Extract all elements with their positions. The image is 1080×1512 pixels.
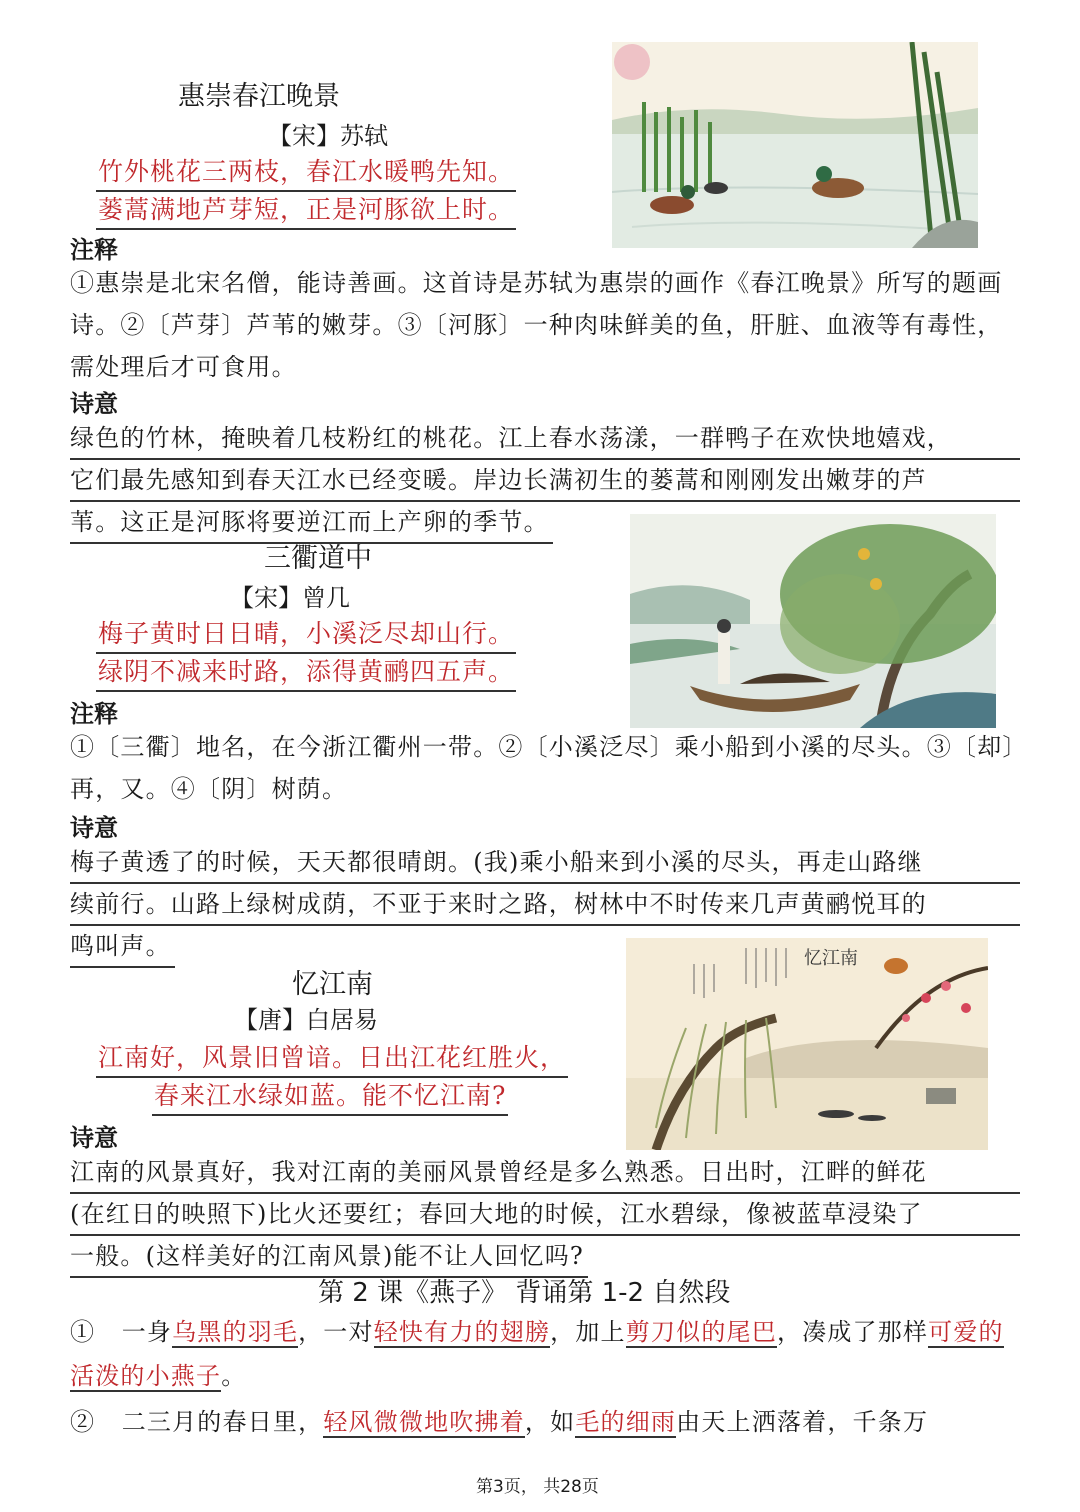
poem3-author: 【唐】白居易 bbox=[234, 1006, 378, 1034]
jiangnan-painting bbox=[626, 938, 988, 1150]
poem3-meaning-heading: 诗意 bbox=[70, 1124, 118, 1152]
river-ducks-painting bbox=[612, 42, 978, 248]
poem1-title: 惠崇春江晚景 bbox=[178, 81, 340, 112]
poem2-author: 【宋】曾几 bbox=[230, 584, 350, 612]
poem2-line-1: 梅子黄时日日晴，小溪泛尽却山行。 bbox=[96, 614, 516, 654]
paragraph-2-number: ② bbox=[70, 1408, 96, 1436]
poem3-line-1: 江南好，风景旧曾谙。日出江花红胜火， bbox=[96, 1038, 568, 1078]
p1-text-1: 一身 bbox=[121, 1318, 173, 1346]
p1-highlight-tail: 剪刀似的尾巴 bbox=[625, 1318, 777, 1346]
poem3-meaning bbox=[70, 1152, 1020, 1290]
lesson-paragraph-1 bbox=[70, 1310, 1020, 1398]
p1-text-3: ，加上 bbox=[550, 1318, 626, 1346]
poem3-line-2: 春来江水绿如蓝。能不忆江南? bbox=[152, 1076, 508, 1116]
poem2-line-2: 绿阴不减来时路，添得黄鹂四五声。 bbox=[96, 652, 516, 692]
poem1-notes: ①惠崇是北宋名僧，能诗善画。这首诗是苏轼为惠崇的画作《春江晚景》所写的题画诗。②〔芦芽〕芦苇的嫩芽。③〔河豚〕一种肉味鲜美的鱼，肝脏、血液等有毒性，需处理后才可食用。 bbox=[70, 269, 1003, 381]
poem3-meaning-line-2: (在红日的映照下)比火还要红；春回大地的时候，江水碧绿，像被蓝草浸染了 bbox=[70, 1194, 1020, 1236]
p1-text-4: ，凑成了那样 bbox=[776, 1318, 929, 1346]
poem1-notes-heading: 注释 bbox=[70, 236, 118, 264]
p1-highlight-wings: 轻快有力的翅膀 bbox=[373, 1318, 551, 1346]
p1-text-2: ，一对 bbox=[298, 1318, 374, 1346]
painting-title-text: 忆江南 bbox=[804, 948, 858, 969]
p2-text-3: 由天上洒落着，千条万 bbox=[676, 1408, 929, 1436]
p1-highlight-swallow: 可爱的活泼的小燕子 bbox=[70, 1318, 1004, 1390]
poem1-meaning-heading: 诗意 bbox=[70, 390, 118, 418]
poem1-line-2: 蒌蒿满地芦芽短，正是河豚欲上时。 bbox=[96, 190, 516, 230]
lesson-paragraph-2 bbox=[70, 1400, 1020, 1444]
poem2-meaning-line-1: 梅子黄透了的时候，天天都很晴朗。(我)乘小船来到小溪的尽头，再走山路继 bbox=[70, 842, 1020, 884]
p2-text-1: 二三月的春日里， bbox=[121, 1408, 324, 1436]
poem1-line-1: 竹外桃花三两枝，春江水暖鸭先知。 bbox=[96, 152, 516, 192]
poem1-meaning-line-2: 它们最先感知到春天江水已经变暖。岸边长满初生的蒌蒿和刚刚发出嫩芽的芦 bbox=[70, 460, 1020, 502]
poem2-notes-heading: 注释 bbox=[70, 700, 118, 728]
poem2-notes: ①〔三衢〕地名，在今浙江衢州一带。②〔小溪泛尽〕乘小船到小溪的尽头。③〔却〕再，又。④〔阴〕树荫。 bbox=[70, 733, 1016, 803]
lesson-title: 第 2 课《燕子》 背诵第 1-2 自然段 bbox=[318, 1278, 731, 1308]
page-number-footer: 第3页， 共28页 bbox=[476, 1477, 599, 1497]
poem2-meaning-heading: 诗意 bbox=[70, 814, 118, 842]
poem1-author: 【宋】苏轼 bbox=[268, 122, 388, 150]
p1-text-5: 。 bbox=[221, 1362, 247, 1390]
poem2-meaning-line-3: 鸣叫声。 bbox=[70, 926, 175, 968]
poem2-meaning-line-2: 续前行。山路上绿树成荫，不亚于来时之路，树林中不时传来几声黄鹂悦耳的 bbox=[70, 884, 1020, 926]
poem3-title: 忆江南 bbox=[292, 969, 373, 1000]
poem1-meaning-line-1: 绿色的竹林，掩映着几枝粉红的桃花。江上春水荡漾，一群鸭子在欢快地嬉戏， bbox=[70, 418, 1020, 460]
poem2-title: 三衢道中 bbox=[264, 543, 372, 574]
poem3-meaning-line-3: 一般。(这样美好的江南风景)能不让人回忆吗? bbox=[70, 1236, 588, 1278]
p2-text-2: ，如 bbox=[524, 1408, 576, 1436]
poem3-meaning-line-1: 江南的风景真好，我对江南的美丽风景曾经是多么熟悉。日出时，江畔的鲜花 bbox=[70, 1152, 1020, 1194]
boatman-willow-painting bbox=[630, 514, 996, 728]
poem1-meaning-line-3: 苇。这正是河豚将要逆江而上产卵的季节。 bbox=[70, 502, 553, 544]
p2-highlight-breeze: 轻风微微地吹拂着 bbox=[323, 1408, 525, 1436]
p1-highlight-feathers: 乌黑的羽毛 bbox=[172, 1318, 299, 1346]
paragraph-1-number: ① bbox=[70, 1318, 96, 1346]
p2-highlight-drizzle: 毛的细雨 bbox=[575, 1408, 677, 1436]
